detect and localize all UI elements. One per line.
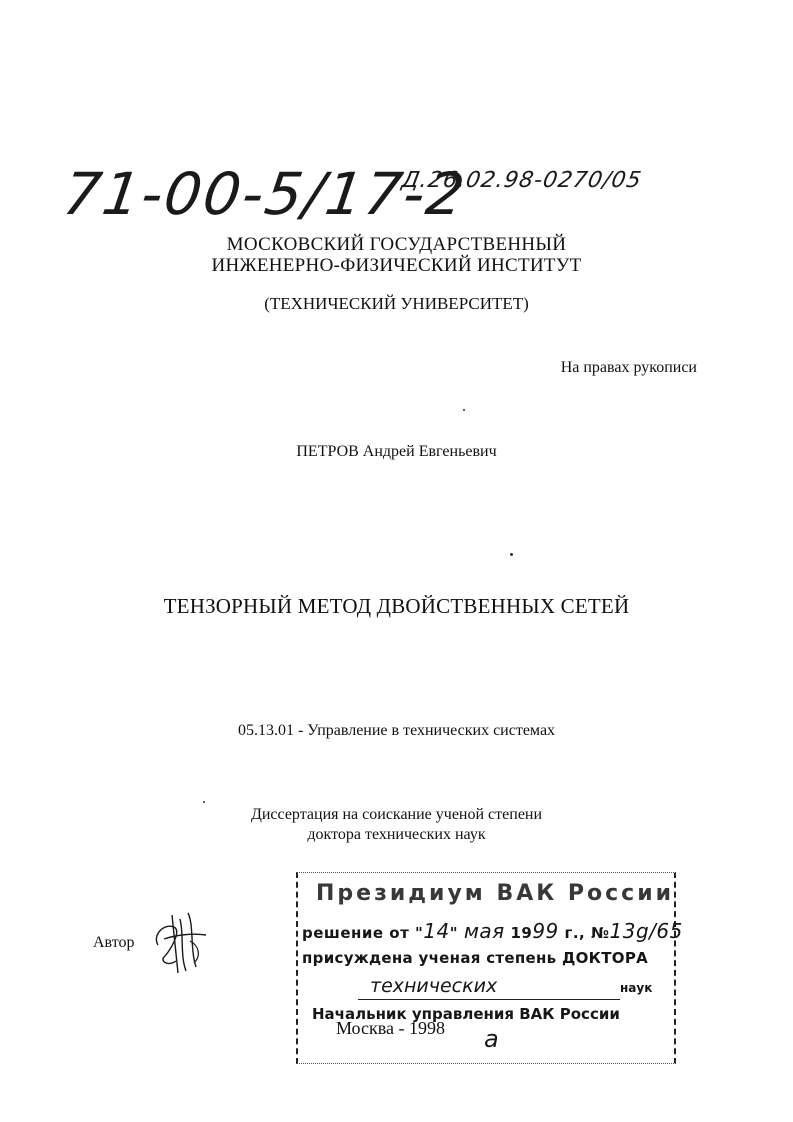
city-and-year: Москва - 1998 [336, 1018, 445, 1038]
institution-name-line-1: МОСКОВСКИЙ ГОСУДАРСТВЕННЫЙ [226, 234, 567, 255]
author-signature [150, 905, 210, 980]
stamp-decision-number: 13g/65 [609, 919, 683, 943]
archive-code-handwritten: 71-00-5/17-2 [59, 160, 471, 228]
stamp-decision-day: 14 [423, 919, 450, 943]
degree-statement-line-1: Диссертация на соискание ученой степени [250, 806, 543, 823]
stamp-field-underline [358, 999, 620, 1000]
stamp-number-prefix: № [585, 924, 610, 942]
stamp-decision-month: мая [463, 919, 505, 943]
stamp-year-unit: г., [558, 924, 586, 942]
scan-speck [203, 801, 205, 803]
stamp-year-prefix: 19 [510, 924, 533, 942]
thesis-title: ТЕНЗОРНЫЙ МЕТОД ДВОЙСТВЕННЫХ СЕТЕЙ [163, 594, 630, 618]
institution-name-line-3: (ТЕХНИЧЕСКИЙ УНИВЕРСИТЕТ) [264, 294, 529, 313]
manuscript-rights-note: На правах рукописи [560, 359, 697, 376]
specialty-code: 05.13.01 - Управление в технических системах [237, 722, 556, 739]
stamp-science-field: технических [370, 975, 498, 997]
stamp-title: Президиум ВАК России [316, 881, 675, 906]
stamp-head-of-department: Начальник управления ВАК России [312, 1005, 620, 1023]
institution-name-line-2: ИНЖЕНЕРНО-ФИЗИЧЕСКИЙ ИНСТИТУТ [211, 255, 582, 276]
degree-statement-line-2: доктора технических наук [307, 826, 486, 843]
decision-reference-handwritten: Д.26.02.98-0270/05 [399, 168, 644, 193]
author-label: Автор [93, 934, 135, 951]
stamp-decision-line: решение от "14" мая 1999 г., №13g/65 [302, 919, 683, 943]
scan-speck [510, 553, 513, 556]
stamp-awarded-degree: присуждена ученая степень ДОКТОРА [302, 949, 649, 967]
stamp-official-signature: а [484, 1025, 499, 1053]
stamp-decision-prefix: решение от " [302, 924, 424, 942]
stamp-year-suffix: 99 [532, 919, 559, 943]
stamp-science-word: наук [620, 981, 653, 995]
author-full-name: ПЕТРОВ Андрей Евгеньевич [296, 443, 497, 460]
scan-speck [463, 409, 465, 411]
